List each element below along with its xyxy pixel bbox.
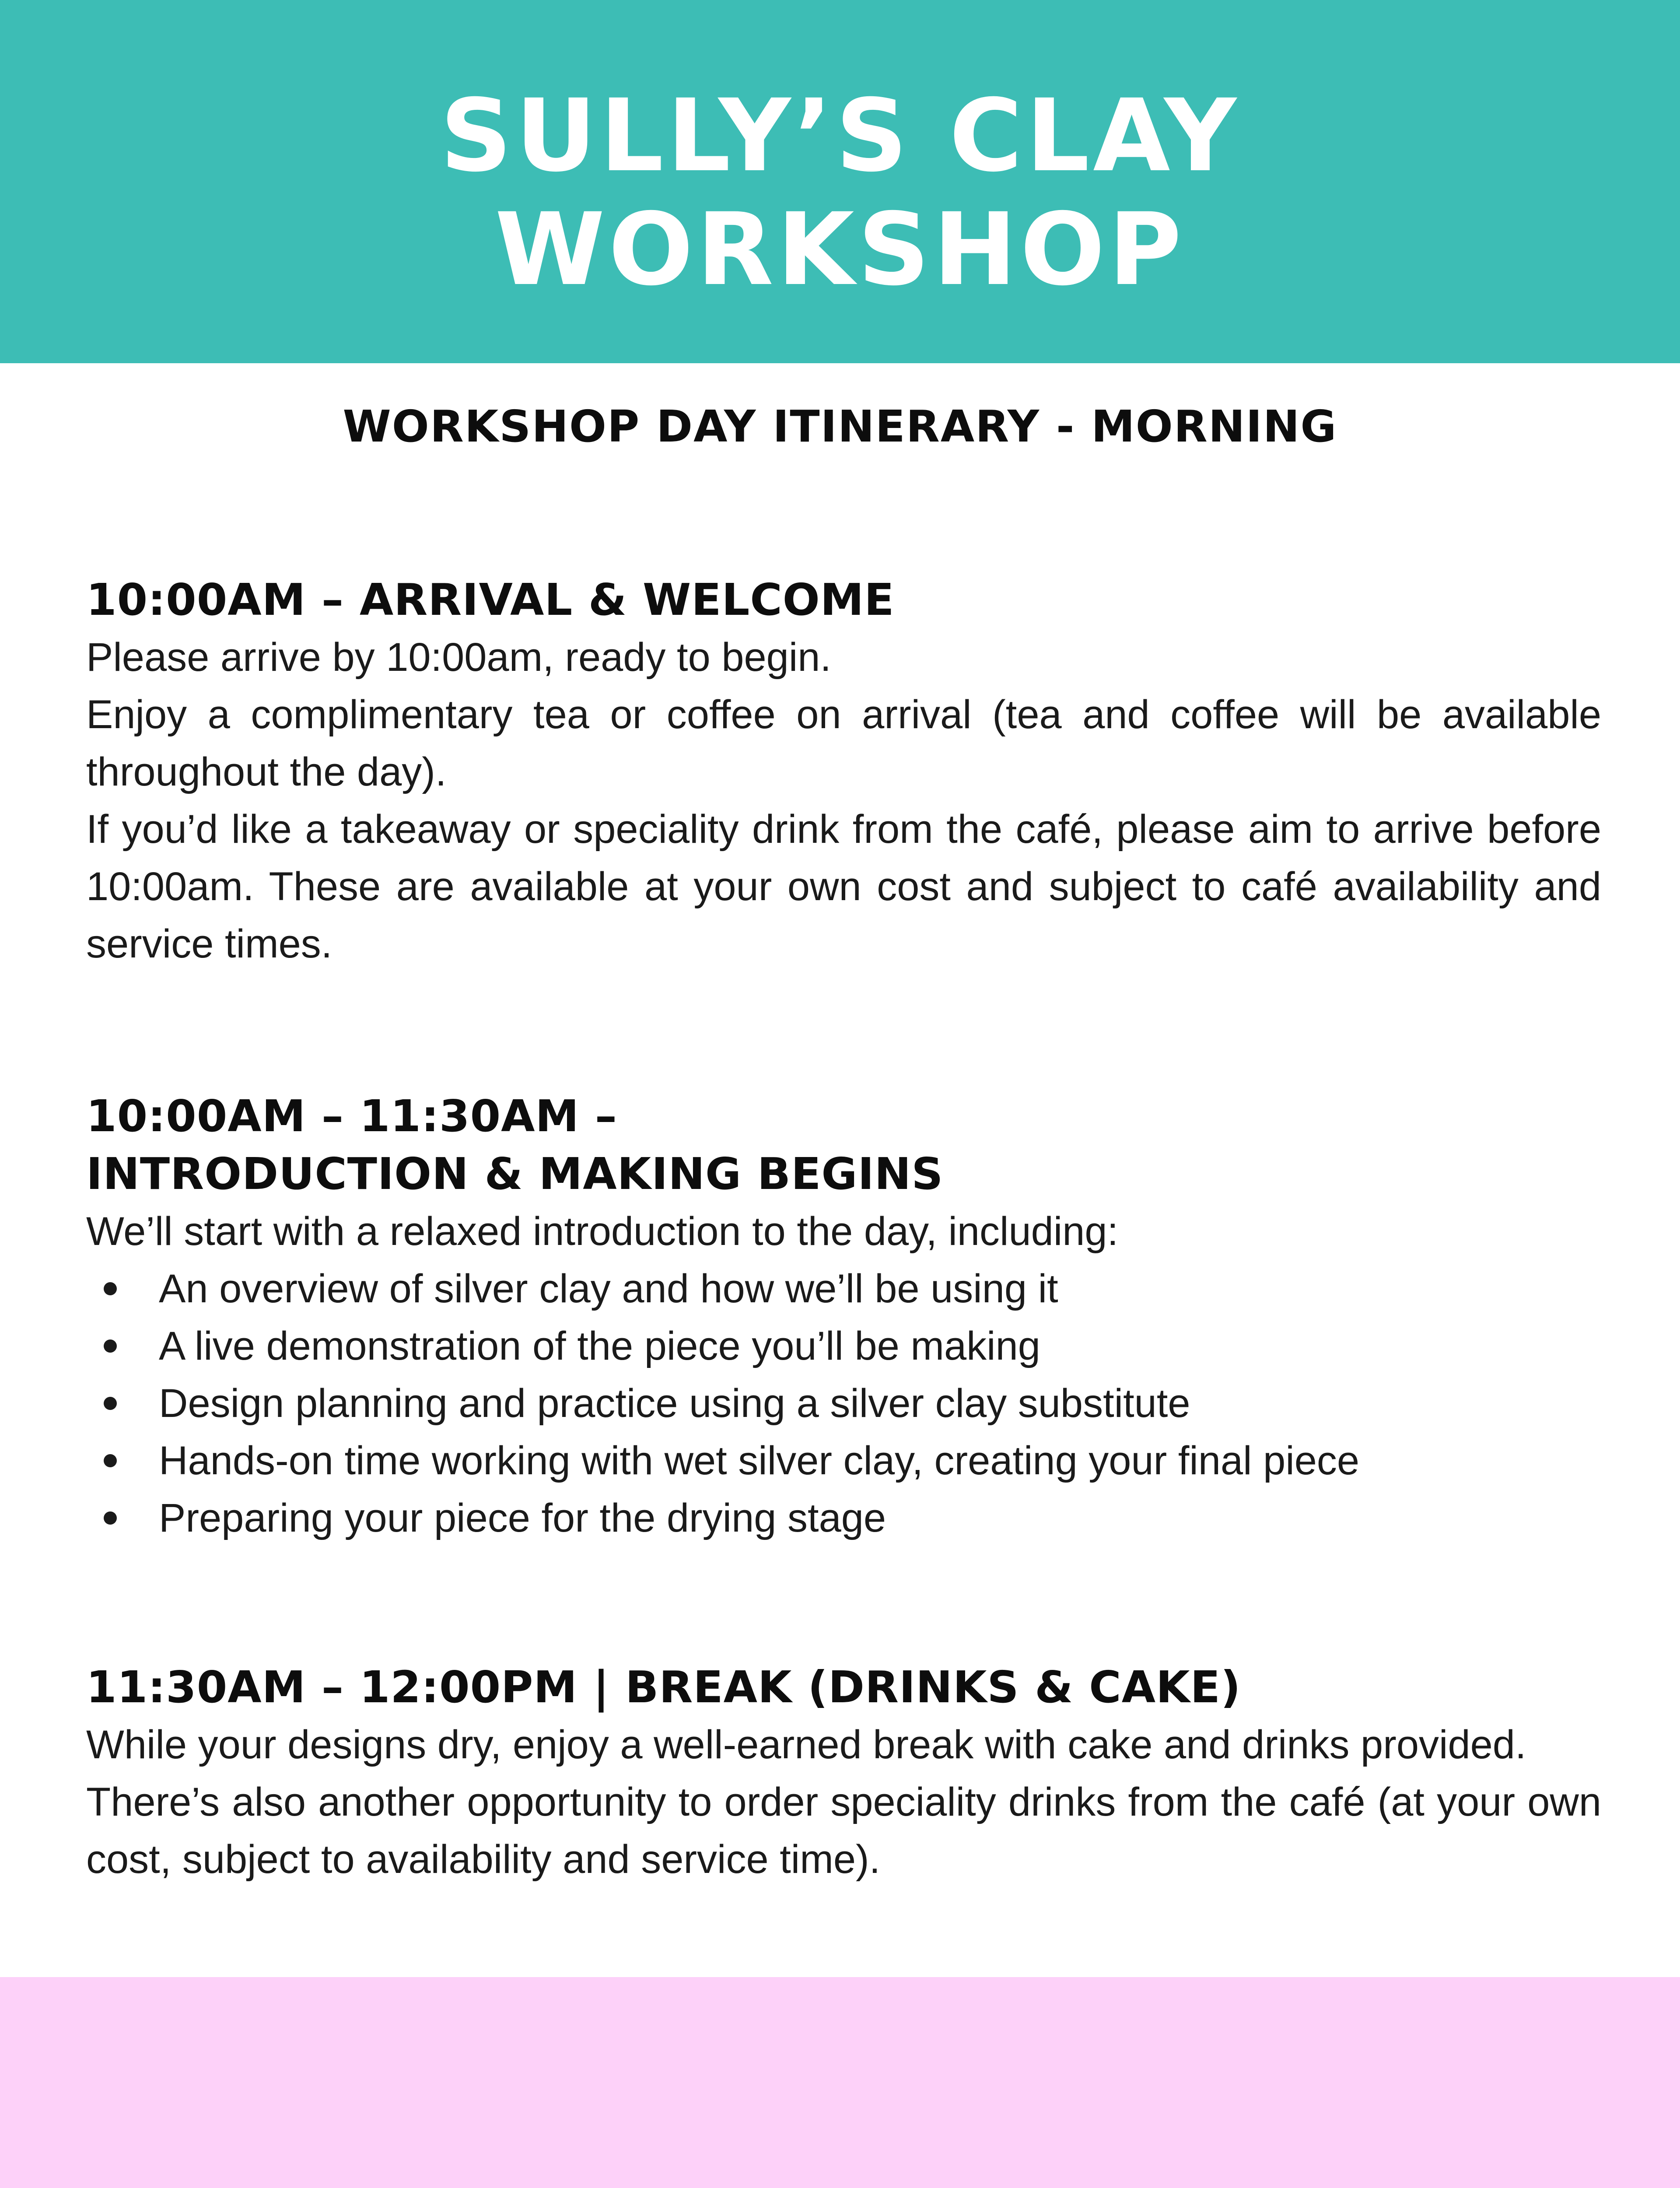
bullet-dot-icon	[104, 1454, 117, 1467]
list-item	[86, 1260, 1601, 1318]
section-heading	[86, 1087, 1601, 1203]
paragraph: If you’d like a takeaway or speciality drink from the café, please aim to arrive before 10:00am. These are available at your own cost and subject to café availability and service times.	[86, 807, 1601, 966]
section-break	[86, 1659, 1601, 1888]
page-title	[0, 79, 1680, 306]
list-item-text: A live demonstration of the piece you’ll be making	[159, 1324, 1040, 1368]
list-item	[86, 1375, 1601, 1432]
heading-line: 10:00AM – 11:30AM –	[86, 1090, 617, 1142]
bullet-dot-icon	[104, 1397, 117, 1410]
heading-line: 11:30AM – 12:00PM | BREAK (DRINKS & CAKE)	[86, 1662, 1241, 1713]
paragraph: We’ll start with a relaxed introduction to the day, including:	[86, 1209, 1119, 1254]
section-heading	[86, 1659, 1601, 1716]
bullet-dot-icon	[104, 1282, 117, 1295]
list-item	[86, 1318, 1601, 1375]
paragraph: Please arrive by 10:00am, ready to begin.	[86, 635, 831, 680]
bullet-list	[86, 1260, 1601, 1547]
footer-band	[0, 1977, 1680, 2188]
itinerary-subtitle: WORKSHOP DAY ITINERARY - MORNING	[343, 401, 1337, 452]
title-line-1: SULLY’S CLAY	[440, 77, 1240, 194]
bullet-dot-icon	[104, 1339, 117, 1353]
paragraph: While your designs dry, enjoy a well-earned break with cake and drinks provided.	[86, 1722, 1526, 1767]
list-item	[86, 1490, 1601, 1547]
paragraph: Enjoy a complimentary tea or coffee on arrival (tea and coffee will be available throughout the day).	[86, 692, 1601, 794]
section-introduction-making	[86, 1087, 1601, 1547]
paragraph: There’s also another opportunity to order speciality drinks from the café (at your own cost, subject to availability and service time).	[86, 1780, 1601, 1882]
section-arrival-welcome	[86, 571, 1601, 973]
list-item	[86, 1432, 1601, 1490]
heading-line: 10:00AM – ARRIVAL & WELCOME	[86, 574, 895, 625]
list-item-text: An overview of silver clay and how we’ll be using it	[159, 1266, 1058, 1311]
section-heading	[86, 571, 1601, 629]
list-item-text: Preparing your piece for the drying stage	[159, 1496, 886, 1540]
title-line-2: WORKSHOP	[495, 191, 1185, 308]
list-item-text: Design planning and practice using a silver clay substitute	[159, 1381, 1190, 1426]
bullet-dot-icon	[104, 1511, 117, 1525]
list-item-text: Hands-on time working with wet silver clay, creating your final piece	[159, 1438, 1360, 1483]
heading-line: INTRODUCTION & MAKING BEGINS	[86, 1148, 944, 1199]
